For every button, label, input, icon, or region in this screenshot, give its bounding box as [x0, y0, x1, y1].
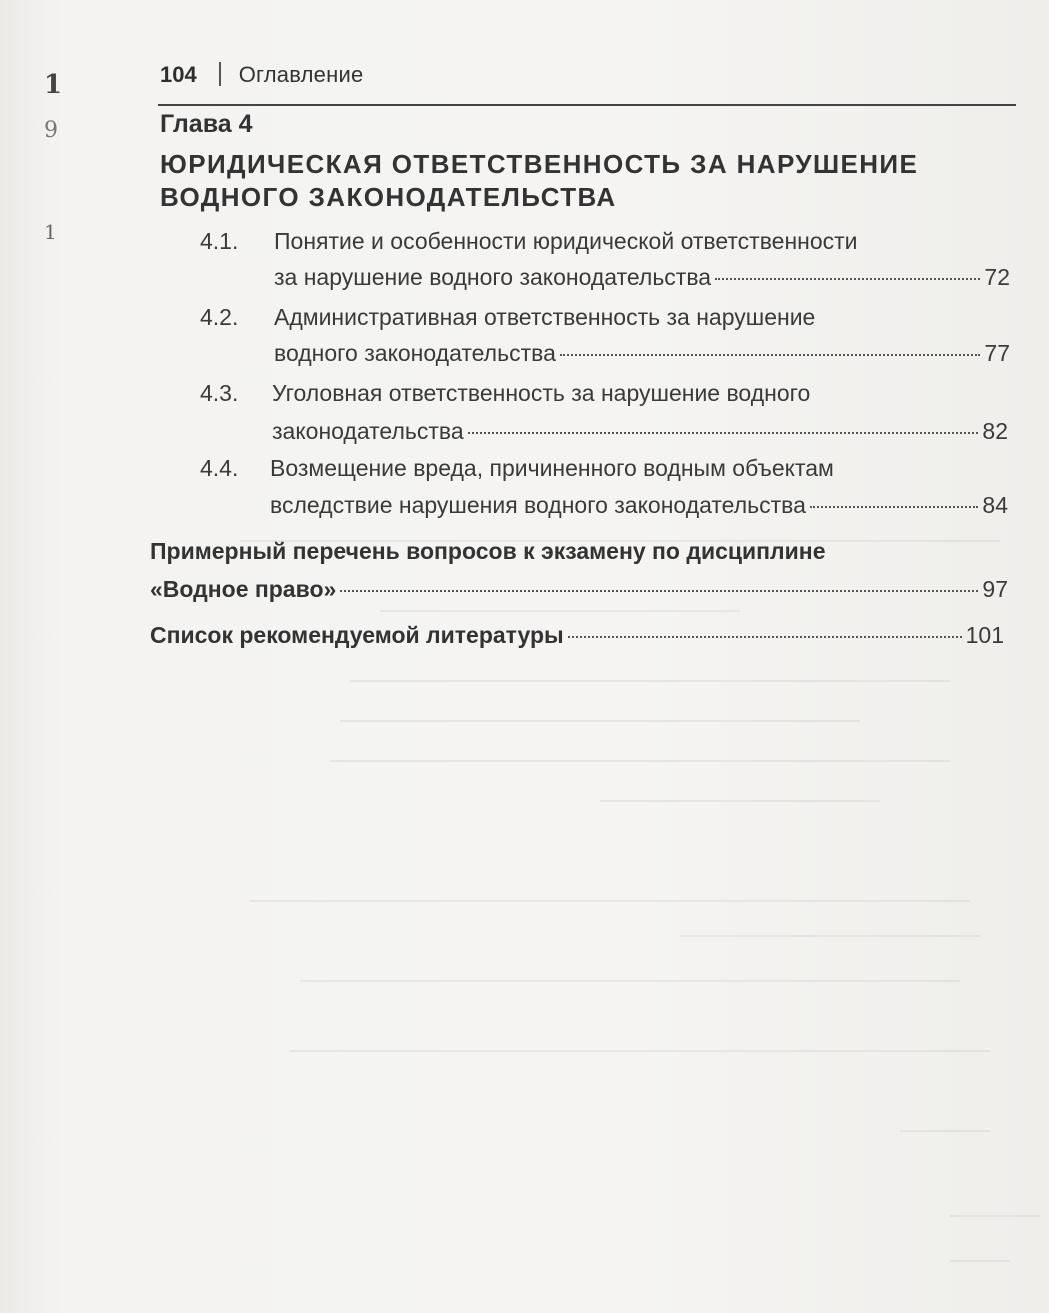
toc-entry-literature[interactable]: [150, 584, 1006, 656]
chapter-label: Глава 4: [160, 110, 253, 138]
leader-dots: [560, 354, 981, 356]
entry-title-cont: водного законодательства: [274, 340, 556, 366]
running-head: [160, 58, 363, 88]
entry-title-cont: вследствие нарушения водного законодательства: [270, 492, 806, 518]
entry-title: Примерный перечень вопросов к экзамену по дисциплине: [150, 538, 826, 564]
leader-dots: [568, 636, 962, 638]
header-rule: [158, 104, 1016, 106]
margin-mark: 9: [44, 118, 58, 143]
entry-title-cont: законодательства: [272, 418, 464, 444]
entry-title-cont: за нарушение водного законодательства: [274, 264, 712, 290]
entry-page: 97: [982, 576, 1008, 602]
section-title: Оглавление: [238, 62, 364, 87]
entry-title: Административная ответственность за нарушение: [274, 304, 816, 330]
entry-number: 4.3.: [200, 380, 239, 406]
entry-title: Возмещение вреда, причиненного водным объектам: [270, 455, 834, 481]
entry-page: 77: [984, 340, 1010, 366]
chapter-title: ЮРИДИЧЕСКАЯ ОТВЕТСТВЕННОСТЬ ЗА НАРУШЕНИЕ ВОДНОГО ЗАКОНОДАТЕЛЬСТВА: [160, 149, 919, 212]
header-separator: [219, 62, 221, 86]
entry-number: 4.1.: [200, 228, 239, 254]
entry-title: Уголовная ответственность за нарушение водного: [272, 380, 811, 406]
page-number: 104: [160, 62, 197, 87]
entry-page: 84: [982, 492, 1008, 518]
toc-entry[interactable]: [200, 455, 1012, 525]
leader-dots: [468, 432, 979, 434]
margin-mark: 1: [44, 70, 63, 100]
entry-title: Список рекомендуемой литературы: [150, 622, 564, 648]
entry-number: 4.2.: [200, 304, 239, 330]
entry-title-cont: «Водное право»: [150, 576, 337, 602]
entry-page: 101: [965, 622, 1004, 648]
leader-dots: [715, 278, 980, 280]
toc-entry[interactable]: [200, 228, 1012, 298]
entry-number: 4.4.: [200, 455, 239, 481]
leader-dots: [810, 506, 979, 508]
toc-entry[interactable]: [200, 380, 1012, 450]
entry-page: 72: [984, 264, 1010, 290]
entry-title: Понятие и особенности юридической ответственности: [274, 228, 858, 254]
entry-page: 82: [982, 418, 1008, 444]
toc-entry[interactable]: [200, 304, 1012, 374]
margin-mark: 1: [44, 220, 57, 244]
